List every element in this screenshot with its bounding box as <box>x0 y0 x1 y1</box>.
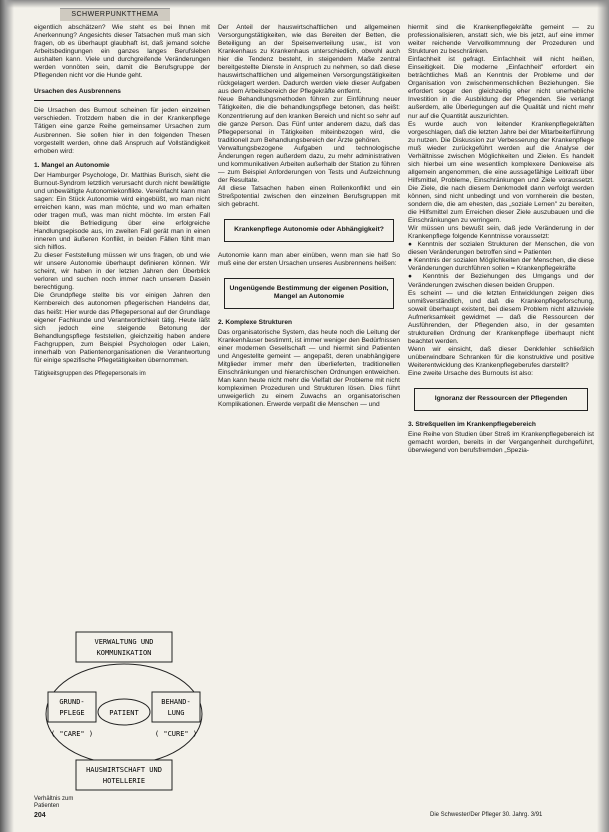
paragraph: Eine Reihe von Studien über Streß im Krankenpflegebereich ist gemacht worden, bereits in der Vergangenheit durchgeführt, überwiegend von berufsfremden „Spezia- <box>408 430 594 454</box>
paragraph: Es wurde auch von leitender Krankenpflegekräften vorgeschlagen, daß die letzten Jahre bei der Mitarbeiterführung zu nutzen. Die Diskussion zur Verbesserung der Krankenpflege muß wieder zurückgeführt werden auf die Analyse der Verhältnisse zwischen Möglichkeiten und Zielen. Es handelt sich hierbei um eine wesentlich komplexere Denkweise als allgemein angenommen, die eine aussagefähige Leitkraft über Hilfsmittel, Probleme, Einschränkungen und Ziele voraussetzt. Die Ziele, die nach diesem Denkmodell dann verfolgt werden können, sind nicht unbedingt und von vornherein die besten, sondern die, die am ehesten, das „soziale Lernen" zu bereiten, die Hilfsmittel zum Erreichen dieser Ziele auszubauen und die Einschränkungen zu verringern. <box>408 120 594 225</box>
diagram-right-line1: BEHAND- <box>161 698 191 706</box>
paragraph: Der Anteil der hauswirtschaftlichen und allgemeinen Versorgungstätigkeiten, wie das Bereiten der Betten, die Beteiligung an der Speisenverteilung usw., ist von Krankenhaus zu Krankenhaus unterschiedlich, obwohl auch hier die Tendenz besteht, in steigendem Maße zentral bereitgestellte Dienste in Anspruch zu nehmen, so daß diese hauswirtschaftlichen und allgemeinen Versorgungstätigkeiten rückgelagert werden. Dadurch werden viele dieser Aufgaben aus dem Arbeitsbereich der Pflegekräfte entfernt. <box>218 24 400 96</box>
paragraph: hiermit sind die Krankenpflegekräfte gemeint — zu professionalisieren, anstatt sich, wie bis jetzt, auf eine immer weiter reichende Vervollkommnung der Prozeduren und Strukturen zu beschränken. <box>408 24 594 56</box>
paragraph: Die Ursachen des Burnout scheinen für jeden einzelnen verschieden. Trotzdem haben die in der Krankenpflege Tätigen eine ganze Reihe gemeinsamer Ursachen zum Ausbrennen. Sie sollen hier in den folgenden Thesen vorgestellt werden, ohne daß Anspruch auf Vollständigkeit erhoben wird: <box>34 107 210 155</box>
diagram-top-line2: KOMMUNIKATION <box>96 649 152 657</box>
paragraph: Die Grundpflege stellte bis vor einigen Jahren den Kernbereich des autonomen pflegerischen Handelns dar, das heißt: Hier wurde das Pflegepersonal auf der Grundlage eigener Fachkunde und Verantwortlichkeit tätig. Heute läßt sich jedoch eine steigende Betonung der Behandlungspflege feststellen, gleichzeitig haben andere Fachgruppen, zum Beispiel Psychologen oder Laien, innerhalb von Patientenorganisationen die Verantwortung für einige spezifische Pflegetätigkeiten übernommen. <box>34 292 210 364</box>
highlight-box: Ignoranz der Ressourcen der Pflegenden <box>414 388 588 411</box>
bullet-item: ● Kenntnis der sozialen Strukturen der Menschen, die von diesen Veränderungen betroffen sind = Patienten <box>408 241 594 257</box>
column-2 <box>218 24 400 409</box>
subsection-heading: 1. Mangel an Autonomie <box>34 161 110 169</box>
section-label: SCHWERPUNKTTHEMA <box>71 11 159 18</box>
activity-diagram <box>34 628 214 804</box>
paragraph: Wenn wir einsicht, daß dieser Denkfehler schließlich unüberwindbare Schranken für die konstruktive und positive Weiterentwicklung des Krankenpflegeberufes darstellt? <box>408 345 594 369</box>
diagram-right-sub: ( "CURE" ) <box>154 730 198 738</box>
diagram-left-line1: GRUND- <box>59 698 85 706</box>
diagram-left-sub: ( "CARE" ) <box>50 730 94 738</box>
paragraph: Neue Behandlungsmethoden führen zur Einführung neuer Tätigkeiten, die die behandlungspflege betonen, das heißt: Konzentrierung auf den kranken Bereich und nicht so sehr auf die ganze Person. Das Fünf unter anderem dazu, daß das Pflegepersonal in Tätigkeiten miteinbezogen wird, die traditionell zum Behandlungsbereich der Ärzte gehören. <box>218 96 400 144</box>
column-3 <box>408 24 594 455</box>
scan-shadow-right <box>597 0 609 832</box>
paragraph: All diese Tatsachen haben einen Rollenkonflikt und ein Streßpotential zwischen den einzelnen Berufsgruppen mit sich gebracht. <box>218 184 400 209</box>
paragraph: Der Hamburger Psychologe, Dr. Matthias Burisch, sieht die Burnout-Syndrom letztlich verursacht durch nicht bewältigte und unbewältigte Autonomiekonflikte. Vereinfacht kann man sagen: Ein Stück Autonomie wird eingebüßt, wo man nicht erreichen kann, was man möchte, und wo man erhalten oder tragen muß, was man nicht möchte. Im ersten Fall bleibt die Befriedigung über eine erfolgreiche Handlungsepisode aus, im zweiten Fall gerät man in einen inneren und äußeren Konflikt, in beiden Fällen fühlt man sich hilflos. <box>34 171 210 252</box>
diagram-center: PATIENT <box>109 709 139 717</box>
journal-footer: Die Schwester/Der Pfleger 30. Jahrg. 3/91 <box>430 812 543 818</box>
paragraph: Wir müssen uns bewußt sein, daß jede Veränderung in der Krankenpflege folgende Kenntnisse voraussetzt: <box>408 225 594 241</box>
paragraph: Verwaltungsbezogene Aufgaben und technologische Änderungen regen außerdem dazu, zu mehr administrativen und kommunikativen Arbeiten außerhalb der Station zu führen — zum Beispiel Anforderungen von Tests und Aufzeichnung der Resultate. <box>218 144 400 184</box>
paragraph: Autonomie kann man aber einüben, wenn man sie hat! So muß eine der ersten Ursachen unseres Ausbrennens heißen: <box>218 251 400 267</box>
diagram-right-line2: LUNG <box>167 709 185 717</box>
figure-caption: Tätigkeitsgruppen des Pflegepersonals im <box>34 370 146 377</box>
paragraph: Zu dieser Feststellung müssen wir uns fragen, ob und wie wir unsere Autonomie überhaupt definieren können. Wir scheint, wir haben in der letzten Jahren den Überblick verloren und suchen noch immer nach unserem Dasein berechtigung. <box>34 252 210 292</box>
bullet-item: ● Kenntnis der Beziehungen des Umgangs und der Veränderungen zwischen diesen beiden Gruppen. <box>408 273 594 289</box>
paragraph: eigentlich abschätzen? Wie steht es bei Ihnen mit Anerkennung? Angesichts dieser Tatsachen muß man sich fragen, ob es überhaupt glaubhaft ist, daß jemand solche Arbeitsbedingungen ein ganzes langes Berufsleben aushalten kann. Viele und durchgreifende Veränderungen werden vonnöten sein, damit die Berufsgruppe der Pflegenden nicht vor die Hunde geht. <box>34 24 210 80</box>
subsection-heading: 2. Komplexe Strukturen <box>218 318 293 326</box>
highlight-box: Ungenügende Bestimmung der eigenen Position, Mangel an Autonomie <box>224 278 394 309</box>
subsection-heading: 3. Streßquellen im Krankenpflegebereich <box>408 420 536 428</box>
diagram-top-line1: VERWALTUNG UND <box>94 638 154 646</box>
diagram-left-line2: PFLEGE <box>59 709 85 717</box>
diagram-bottom-line2: HOTELLERIE <box>102 777 146 785</box>
paragraph: Das organisatorische System, das heute noch die Leitung der Krankenhäuser bestimmt, ist immer weniger den Bedürfnissen einer modernen Gesellschaft — und hiermit sind Patienten und Angestellte gemeint — angepaßt, deren unabhängigere Mitglieder immer mehr den überlieferten, traditionellen Einschränkungen und hierarchischen Ordnungen entweichen. Man kann heute nicht mehr die Vielfalt der Probleme mit nicht kompleximen Prozeduren und Strukturen lösen. Dies führt unweigerlich zu einem Zuwachs an organisatorischen Komplikationen. Erwerde verpaßt die Menschen — und <box>218 328 400 409</box>
diagram-bottom-line1: HAUSWIRTSCHAFT UND <box>86 766 162 774</box>
section-heading: Ursachen des Ausbrennens <box>34 88 210 101</box>
diagram-note: Verhältnis zum Patienten <box>34 796 74 809</box>
section-header-band <box>60 8 170 21</box>
highlight-box: Krankenpflege Autonomie oder Abhängigkeit? <box>224 219 394 242</box>
column-1 <box>34 24 210 378</box>
paragraph: Einfachheit ist gefragt. Einfachheit will nicht heißen, Einseitigkeit. Die moderne „Einfachheit" erfordert ein beträchtliches Maß an Kenntnis der Probleme und der Organisation von zwischenmenschlichen Beziehungen. Sie erfordert sogar den gleichzeitig eher nicht unerhebliche Investition in die Ausbildung der Pflegenden. Sie verlangt außerdem, alle Überlegungen auf die Qualität und nicht mehr nur auf die Quantität auszurichten. <box>408 56 594 120</box>
scan-shadow-top <box>0 0 609 8</box>
paragraph: Es scheint — und die letzten Entwicklungen zeigen dies unmißverständlich, und daß die Krankenpflegeforschung, soweit überhaupt existent, bei diesem Problem nicht allzuviele Aufmerksamkeit gewidmet — daß die Ressourcen der Ausführenden, der Pflegenden also, in der gesamten strukturellen Ordnung der Krankenpflege überhaupt nicht beachtet werden. <box>408 289 594 345</box>
paragraph: Eine zweite Ursache des Burnouts ist also: <box>408 370 533 378</box>
page-number: 204 <box>34 812 46 819</box>
scan-shadow-left <box>0 0 14 832</box>
bullet-item: ● Kenntnis der sozialen Möglichkeiten der Menschen, die diese Veränderungen durchführen sollen = Krankenpflegekräfte <box>408 257 594 273</box>
